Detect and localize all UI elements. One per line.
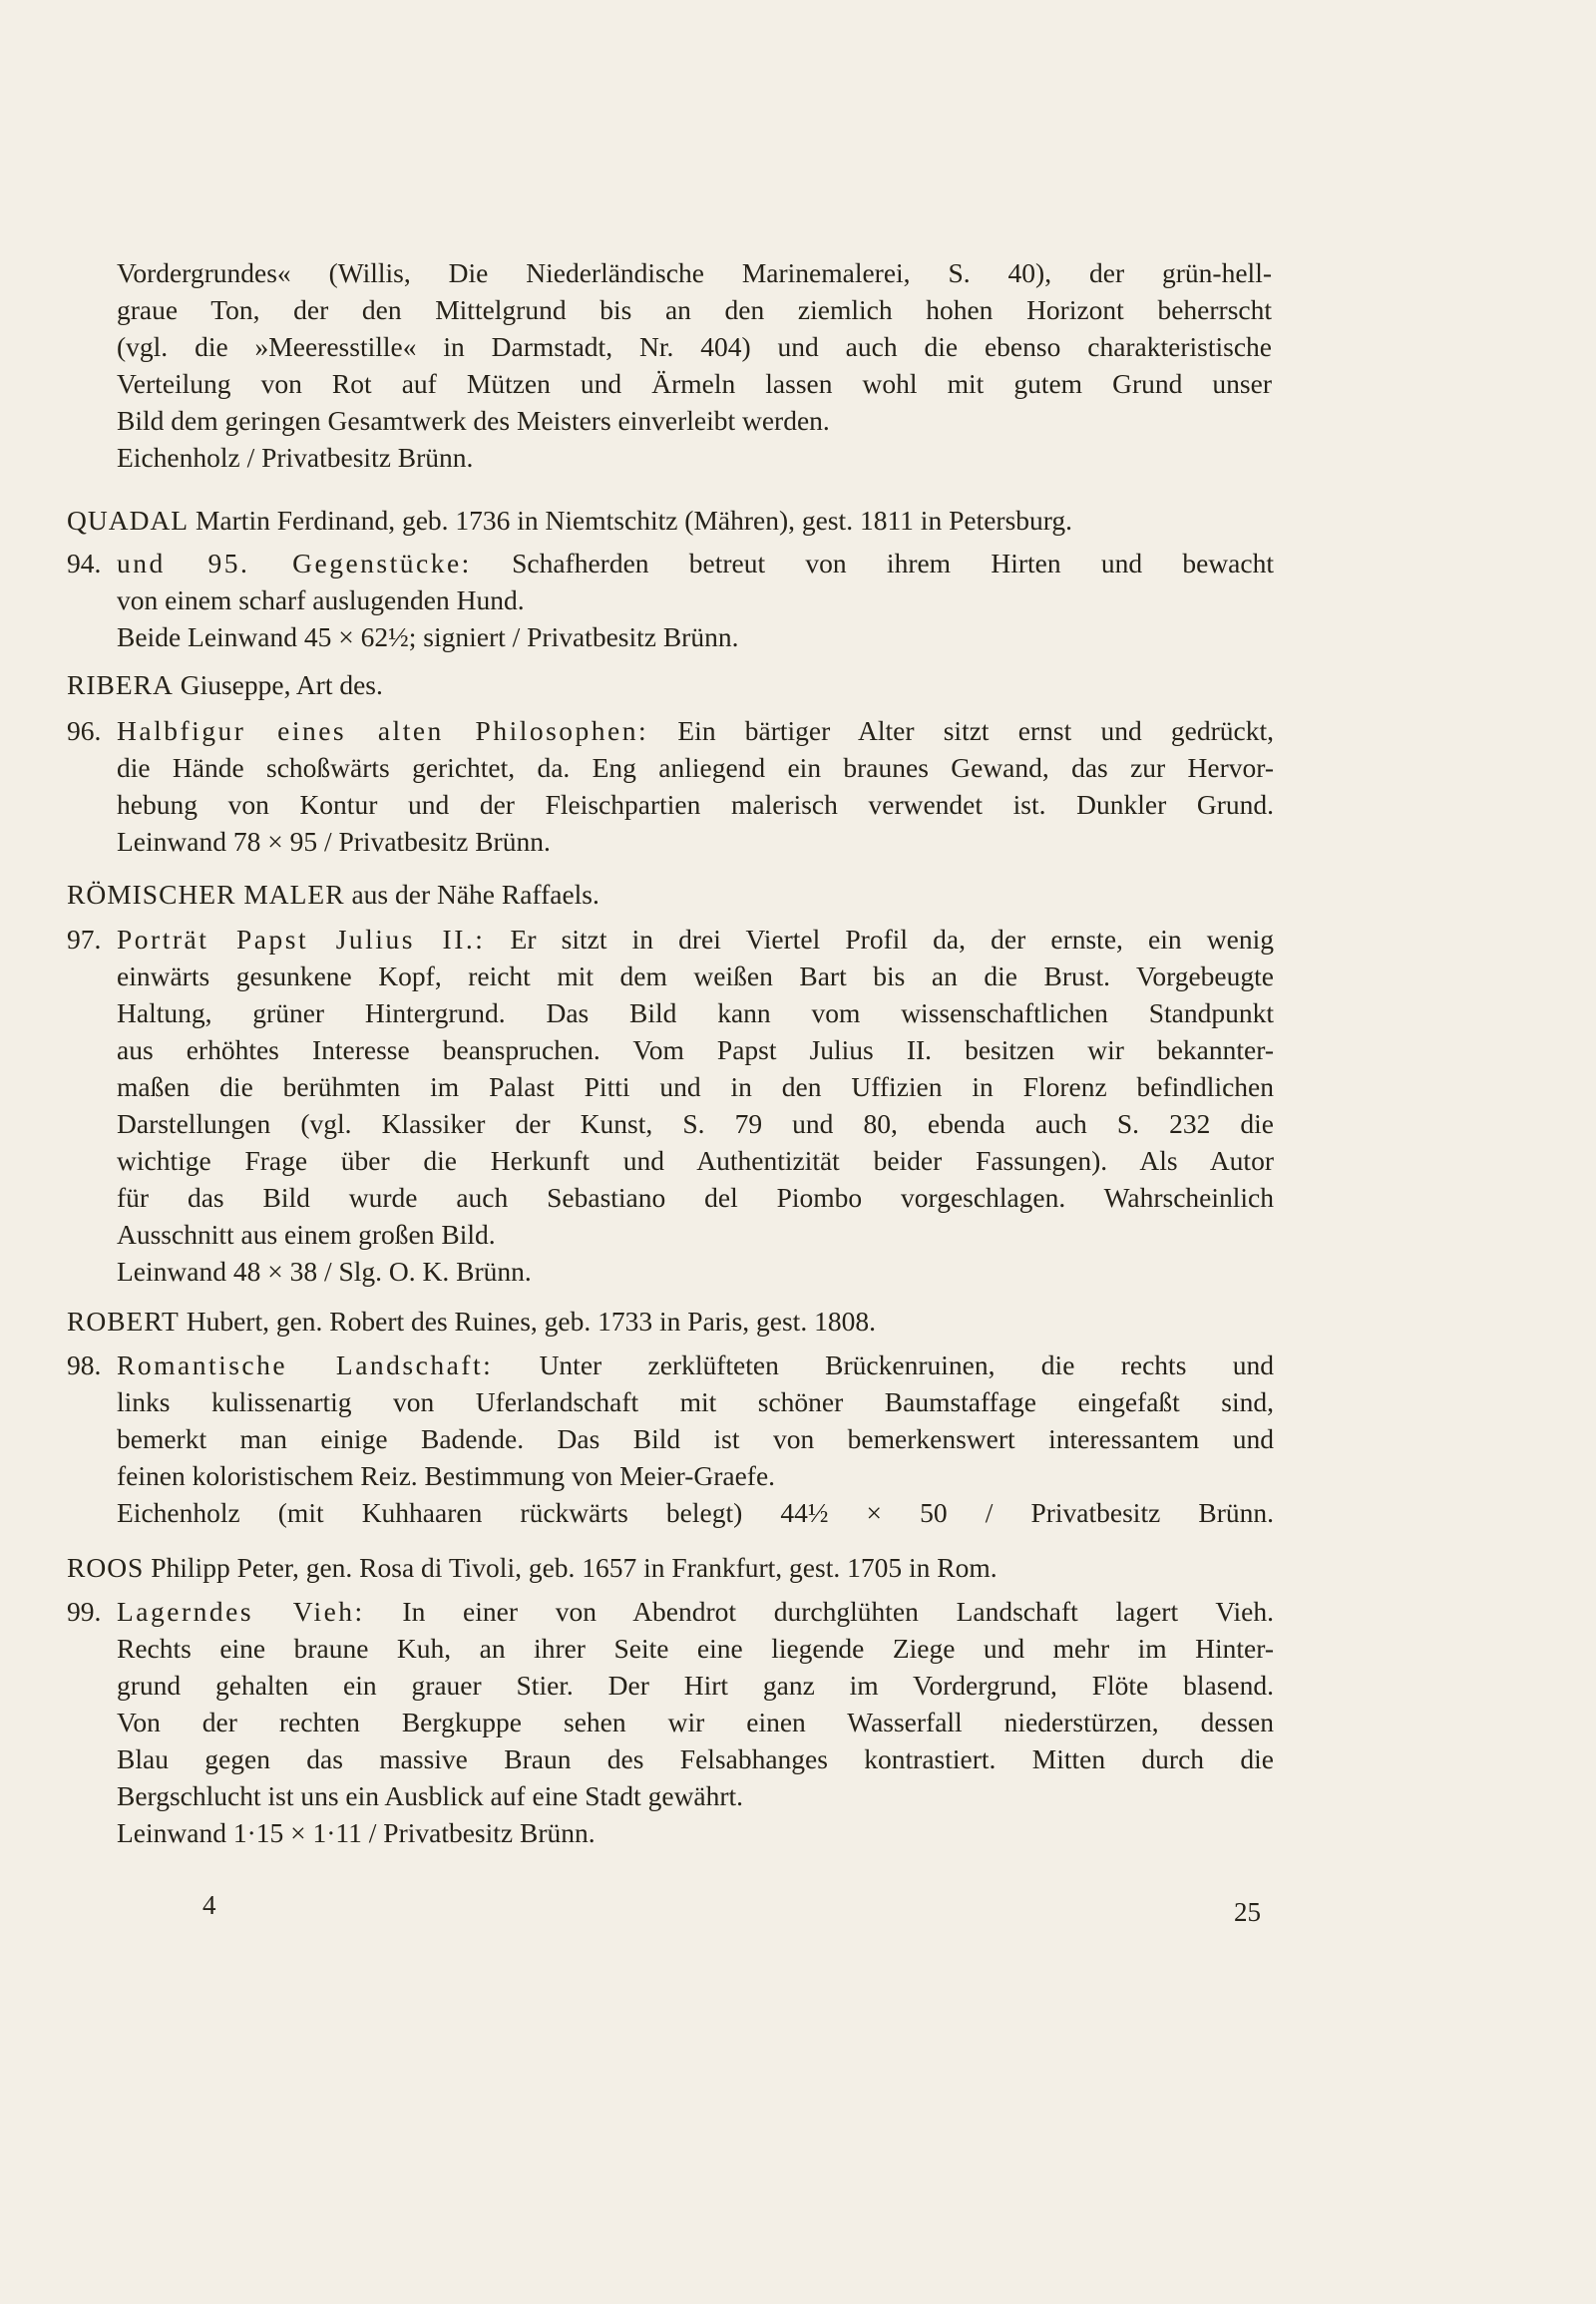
text-segment: Unter zerklüfteten Brückenruinen, die rechts und: [493, 1349, 1274, 1380]
artist-details: Hubert, gen. Robert des Ruines, geb. 1733 in Paris, gest. 1808.: [179, 1306, 876, 1337]
text-segment: Schafherden betreut von ihrem Hirten und bewacht: [471, 548, 1274, 578]
text-line: maßen die berühmten im Palast Pitti und in den Uffizien in Florenz befindlichen: [117, 1071, 1274, 1102]
text-segment: Ein bärtiger Alter sitzt ernst und gedrückt,: [648, 715, 1275, 746]
page-number: 25: [1234, 1897, 1261, 1927]
text-line: Vordergrundes« (Willis, Die Niederländische Marinemalerei, S. 40), der grün-hell-: [117, 257, 1272, 288]
entry-number: 99.: [67, 1596, 102, 1627]
catalog-entry-99: [67, 1593, 1274, 1851]
signature-mark: 4: [202, 1890, 216, 1920]
entry-title: Lagerndes Vieh:: [117, 1596, 365, 1627]
text-line: hebung von Kontur und der Fleischpartien malerisch verwendet ist. Dunkler Grund.: [117, 789, 1274, 820]
text-line: [117, 921, 1274, 958]
catalog-entry-96: [67, 712, 1274, 860]
text-line: einwärts gesunkene Kopf, reicht mit dem weißen Bart bis an die Brust. Vorgebeugte: [117, 960, 1274, 991]
provenance-line: Eichenholz / Privatbesitz Brünn.: [117, 442, 474, 473]
catalog-entry-98: [67, 1346, 1274, 1531]
text-line: [117, 712, 1274, 749]
artist-details: Giuseppe, Art des.: [173, 669, 383, 700]
text-line: Bergschlucht ist uns ein Ausblick auf eine Stadt gewährt.: [117, 1780, 744, 1811]
artist-name: RIBERA: [67, 669, 174, 700]
text-line: Von der rechten Bergkuppe sehen wir einen Wasserfall niederstürzen, dessen: [117, 1707, 1274, 1737]
entry-number: 96.: [67, 715, 102, 746]
text-line: Ausschnitt aus einem großen Bild.: [117, 1219, 496, 1250]
text-line: (vgl. die »Meeresstille« in Darmstadt, Nr. 404) und auch die ebenso charakteristische: [117, 331, 1272, 362]
artist-name: QUADAL: [67, 505, 190, 536]
catalog-entry-94: [67, 545, 1274, 655]
catalog-entry-97: [67, 921, 1274, 1290]
artist-heading-quadal: [67, 502, 1274, 539]
artist-heading-ribera: [67, 666, 1274, 703]
text-line: aus erhöhtes Interesse beanspruchen. Vom Papst Julius II. besitzen wir bekannter-: [117, 1034, 1274, 1065]
text-line: von einem scharf auslugenden Hund.: [117, 584, 525, 615]
provenance-line: Eichenholz (mit Kuhhaaren rückwärts belegt) 44½ × 50 / Privatbesitz Brünn.: [117, 1497, 1274, 1528]
entry-number: 97.: [67, 924, 102, 955]
artist-details: Philipp Peter, gen. Rosa di Tivoli, geb. 1657 in Frankfurt, gest. 1705 in Rom.: [144, 1552, 998, 1583]
text-line: Haltung, grüner Hintergrund. Das Bild kann vom wissenschaftlichen Standpunkt: [117, 997, 1274, 1028]
text-line: für das Bild wurde auch Sebastiano del Piombo vorgeschlagen. Wahrscheinlich: [117, 1182, 1274, 1213]
text-line: die Hände schoßwärts gerichtet, da. Eng anliegend ein braunes Gewand, das zur Hervor-: [117, 752, 1274, 783]
text-line: links kulissenartig von Uferlandschaft mit schöner Baumstaffage eingefaßt sind,: [117, 1386, 1274, 1417]
artist-details: Martin Ferdinand, geb. 1736 in Niemtschitz (Mähren), gest. 1811 in Petersburg.: [189, 505, 1073, 536]
artist-name: ROOS: [67, 1552, 145, 1583]
provenance-line: Beide Leinwand 45 × 62½; signiert / Privatbesitz Brünn.: [117, 621, 739, 652]
intro-paragraph: [117, 254, 1272, 476]
entry-number: 94.: [67, 548, 102, 578]
text-line: graue Ton, der den Mittelgrund bis an den ziemlich hohen Horizont beherrscht: [117, 294, 1272, 325]
entry-title: Halbfigur eines alten Philosophen:: [117, 715, 649, 746]
text-line: [117, 545, 1274, 581]
artist-heading-roemischer-maler: [67, 876, 1274, 913]
entry-number: 98.: [67, 1349, 102, 1380]
text-line: Bild dem geringen Gesamtwerk des Meisters einverleibt werden.: [117, 405, 830, 436]
text-line: Verteilung von Rot auf Mützen und Ärmeln lassen wohl mit gutem Grund unser: [117, 368, 1272, 399]
text-line: Rechts eine braune Kuh, an ihrer Seite eine liegende Ziege und mehr im Hinter-: [117, 1633, 1274, 1664]
text-line: Blau gegen das massive Braun des Felsabhanges kontrastiert. Mitten durch die: [117, 1743, 1274, 1774]
text-line: feinen koloristischem Reiz. Bestimmung von Meier-Graefe.: [117, 1460, 776, 1491]
entry-title: Romantische Landschaft:: [117, 1349, 494, 1380]
text-segment: Er sitzt in drei Viertel Profil da, der ernste, ein wenig: [485, 924, 1274, 955]
text-line: grund gehalten ein grauer Stier. Der Hirt ganz im Vordergrund, Flöte blasend.: [117, 1670, 1274, 1701]
provenance-line: Leinwand 78 × 95 / Privatbesitz Brünn.: [117, 826, 551, 857]
provenance-line: Leinwand 1·15 × 1·11 / Privatbesitz Brünn.: [117, 1817, 596, 1848]
text-line: Darstellungen (vgl. Klassiker der Kunst, S. 79 und 80, ebenda auch S. 232 die: [117, 1108, 1274, 1139]
text-line: bemerkt man einige Badende. Das Bild ist von bemerkenswert interessantem und: [117, 1423, 1274, 1454]
text-line: [117, 1593, 1274, 1630]
text-segment: In einer von Abendrot durchglühten Landschaft lagert Vieh.: [364, 1596, 1274, 1627]
artist-name: ROBERT: [67, 1306, 180, 1337]
artist-details: aus der Nähe Raffaels.: [344, 879, 599, 910]
text-line: [117, 1346, 1274, 1383]
entry-title: und 95. Gegenstücke:: [117, 548, 472, 578]
artist-name: RÖMISCHER MALER: [67, 879, 345, 910]
artist-heading-roos: [67, 1549, 1274, 1586]
artist-heading-robert: [67, 1303, 1274, 1340]
provenance-line: Leinwand 48 × 38 / Slg. O. K. Brünn.: [117, 1256, 532, 1287]
entry-title: Porträt Papst Julius II.:: [117, 924, 486, 955]
text-line: wichtige Frage über die Herkunft und Authentizität beider Fassungen). Als Autor: [117, 1145, 1274, 1176]
